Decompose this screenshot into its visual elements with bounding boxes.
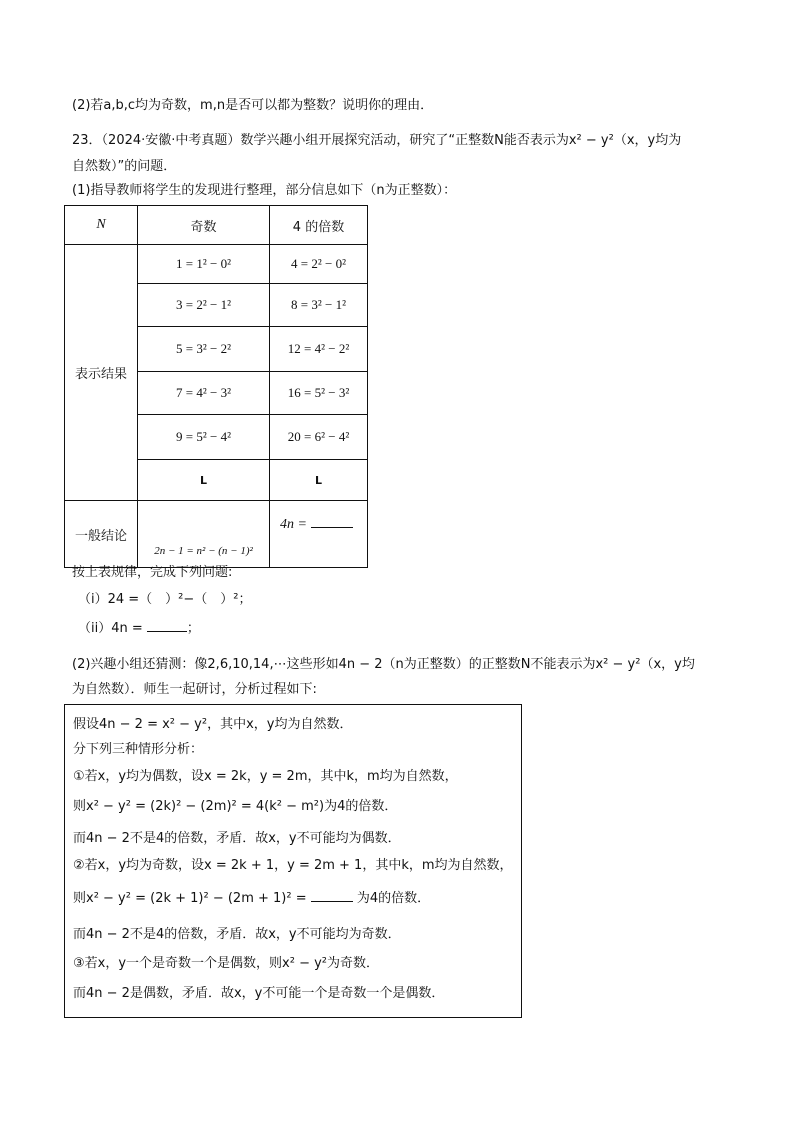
q23-intro-line1: 23．（2024·安徽·中考真题）数学兴趣小组开展探究活动，研究了“正整数N能否表示为x² − y²（x，y均为 <box>72 133 682 148</box>
table-cell-mult4: 12 = 4² − 2² <box>270 327 368 372</box>
box-line-blank <box>73 889 430 909</box>
box-line: 而4n − 2是偶数，矛盾．故x，y不可能一个是奇数一个是偶数． <box>73 986 445 1001</box>
conclusion-answer-blank[interactable] <box>311 527 353 528</box>
box-line: 而4n − 2不是4的倍数，矛盾．故x，y不可能均为奇数． <box>73 927 401 942</box>
sub-question-ii-blank[interactable] <box>147 631 187 632</box>
table-cell-ellipsis: L <box>138 460 270 501</box>
sub-question-ii-end: ； <box>186 621 200 636</box>
follow-instruction: 按上表规律，完成下列问题: <box>72 565 233 580</box>
table-conclusion-odd: 2n − 1 = n² − (n − 1)² <box>138 501 270 568</box>
table-cell-mult4: 20 = 6² − 4² <box>270 415 368 460</box>
box-line-blank-text: 则x² − y² = (2k + 1)² − (2m + 1)² = <box>73 891 307 906</box>
table-cell-mult4: 8 = 3² − 1² <box>270 284 368 327</box>
box-line: 分下列三种情形分析： <box>73 742 204 757</box>
q23-intro-line2: 自然数）”的问题． <box>72 159 177 174</box>
table-cell-mult4: 16 = 5² − 3² <box>270 372 368 415</box>
table-cell-odd: 5 = 3² − 2² <box>138 327 270 372</box>
box-line: ③若x，y一个是奇数一个是偶数，则x² − y²为奇数． <box>73 956 380 971</box>
pattern-table <box>64 205 368 568</box>
conclusion-mult4-text: 4n = <box>280 517 307 532</box>
box-line: 假设4n − 2 = x² − y²，其中x，y均为自然数． <box>73 717 353 732</box>
part2-line2: 为自然数）．师生一起研讨，分析过程如下: <box>72 682 317 697</box>
table-header-mult4: 4 的倍数 <box>270 206 368 245</box>
expansion-answer-blank[interactable] <box>311 901 353 902</box>
q22-part2-text: (2)若a,b,c均为奇数，m,n是否可以都为整数？说明你的理由． <box>72 98 434 113</box>
table-cell-odd: 7 = 4² − 3² <box>138 372 270 415</box>
table-row-label: 表示结果 <box>65 245 138 501</box>
box-line: 而4n − 2不是4的倍数，矛盾．故x，y不可能均为偶数． <box>73 831 401 846</box>
table-cell-odd: 9 = 5² − 4² <box>138 415 270 460</box>
table-conclusion-label: 一般结论 <box>65 501 138 568</box>
table-header-n: N <box>65 206 138 245</box>
sub-question-ii-text: （ii）4n = <box>78 621 143 636</box>
sub-question-ii <box>78 619 200 639</box>
table-cell-odd: 1 = 1² − 0² <box>138 245 270 284</box>
sub-question-i: （i）24 =（ ）²−（ ）²； <box>78 592 252 607</box>
analysis-box <box>64 704 522 1018</box>
box-line-blank-suffix: 为4的倍数． <box>356 891 431 906</box>
table-cell-odd: 3 = 2² − 1² <box>138 284 270 327</box>
table-cell-mult4: 4 = 2² − 0² <box>270 245 368 284</box>
table-conclusion-mult4 <box>270 501 368 568</box>
box-line: 则x² − y² = (2k)² − (2m)² = 4(k² − m²)为4的倍数． <box>73 799 398 814</box>
q23-part1-intro: (1)指导教师将学生的发现进行整理，部分信息如下（n为正整数）： <box>72 183 457 198</box>
box-line: ①若x，y均为偶数，设x = 2k，y = 2m，其中k，m均为自然数， <box>73 769 458 784</box>
part2-line1: (2)兴趣小组还猜测：像2,6,10,14,⋯这些形如4n − 2（n为正整数）的正整数N不能表示为x² − y²（x，y均 <box>72 657 695 672</box>
box-line: ②若x，y均为奇数，设x = 2k + 1，y = 2m + 1，其中k，m均为自然数， <box>73 858 513 873</box>
table-cell-ellipsis: L <box>270 460 368 501</box>
table-header-odd: 奇数 <box>138 206 270 245</box>
